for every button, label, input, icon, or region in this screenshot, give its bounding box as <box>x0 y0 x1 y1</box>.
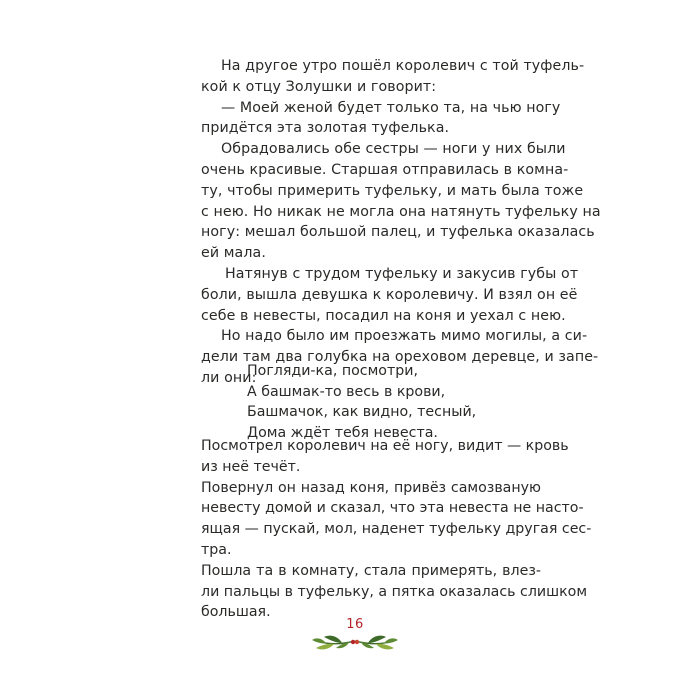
text-line: ногу: мешал большой палец, и туфелька оказалась <box>201 224 595 241</box>
body-text-bottom <box>201 436 592 623</box>
poem-line: А башмак-то весь в крови, <box>247 383 446 400</box>
text-line: Обрадовались обе сестры — ноги у них были <box>221 141 566 158</box>
text-line: ли пальцы в туфельку, а пятка оказалась слишком <box>201 583 588 600</box>
text-line: ей мала. <box>201 245 266 262</box>
text-line: очень красивые. Старшая отправилась в комна- <box>201 161 569 178</box>
poem-line: Дома ждёт тебя невеста. <box>247 424 438 441</box>
text-line: ли они: <box>201 369 257 386</box>
text-line: — Моей женой будет только та, на чью ногу <box>221 99 561 116</box>
text-line: дели там два голубка на ореховом деревце, и запе- <box>201 349 599 366</box>
text-line: Повернул он назад коня, привёз самозваную <box>201 479 541 496</box>
text-line: ящая — пускай, мол, наденет туфельку другая сес- <box>201 521 592 538</box>
body-text-top <box>201 56 601 389</box>
poem-line: Башмачок, как видно, тесный, <box>247 404 477 420</box>
text-line: невесту домой и сказал, что эта невеста не насто- <box>201 500 584 517</box>
text-line: тра. <box>201 541 232 558</box>
text-line: боли, вышла девушка к королевичу. И взял он её <box>201 286 578 303</box>
text-line: с нею. Но никак не могла она натянуть туфельку на <box>201 203 601 220</box>
text-line: Пошла та в комнату, стала примерять, влез- <box>201 562 541 579</box>
poem-line: Погляди-ка, посмотри, <box>247 363 418 379</box>
page-footer <box>312 617 398 657</box>
text-line: Натянув с трудом туфельку и закусив губы от <box>225 265 579 282</box>
text-line: На другое утро пошёл королевич с той туфель- <box>221 58 585 74</box>
text-line: большая. <box>201 604 271 621</box>
poem <box>247 361 476 443</box>
text-line: Но надо было им проезжать мимо могилы, а си- <box>221 328 588 345</box>
text-line: кой к отцу Золушки и говорит: <box>201 78 437 95</box>
page-number: 16 <box>346 617 364 632</box>
text-line: Посмотрел королевич на её ногу, видит — кровь <box>201 438 569 454</box>
text-line: себе в невесты, посадил на коня и уехал с нею. <box>201 307 566 324</box>
leaf-garland-icon <box>312 631 398 655</box>
text-line: из неё течёт. <box>201 458 301 475</box>
text-line: придётся эта золотая туфелька. <box>201 120 450 137</box>
text-line: ту, чтобы примерить туфельку, и мать была тоже <box>201 182 584 199</box>
